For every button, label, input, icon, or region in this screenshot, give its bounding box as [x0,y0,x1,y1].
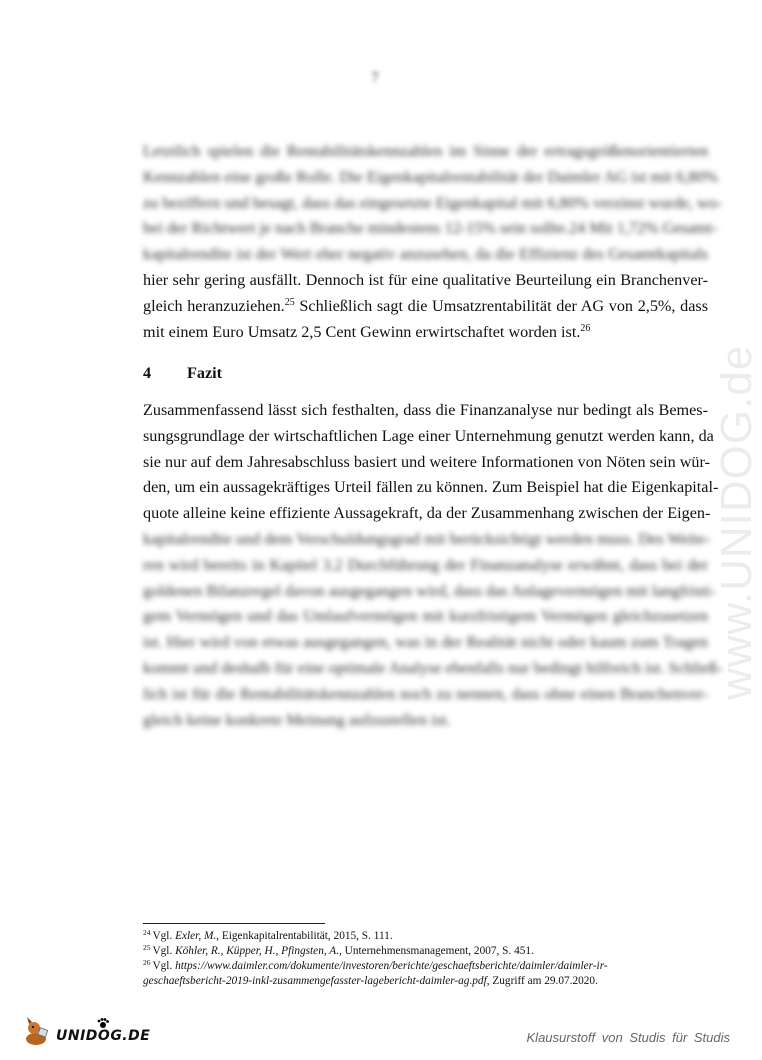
dog-mascot-icon [22,1015,54,1047]
unidog-logo [22,1015,150,1047]
footnote-divider [143,923,325,924]
watermark: www.UNIDOG.de [712,344,761,700]
footnote-number: 25 [143,943,151,952]
blurred-line: Letztlich spielen die Rentabilitätskennzahlen im Sinne der ertragsgrößenorientierten [143,142,708,160]
footnote-number: 26 [143,958,151,967]
paragraph-rentabilitaet [143,139,723,345]
page-number: 7 [371,70,379,86]
text: , Eigenkapitalrentabilität, 2015, S. 111. [216,930,393,942]
text: , Unternehmensmanagement, 2007, S. 451. [339,945,534,957]
footnote-ref: 25 [284,296,295,308]
logo-text: UNIDOG.DE [56,1028,151,1044]
text-line: quote alleine keine effiziente Aussagekraft, da der Zusammenhang zwischen der Eigen- [143,504,711,523]
blurred-line: kapitalrendite ist der Wert eher negativ anzusehen, da die Effizienz des Gesamtkapitals [143,245,708,264]
blurred-line: goldenen Bilanzregel davon ausgegangen wird, dass das Anlagevermögen mit langfristi- [143,581,716,600]
text-line: hier sehr gering ausfällt. Dennoch ist für eine qualitative Beurteilung ein Branchenver- [143,270,708,289]
footnote-25 [143,944,713,959]
text-line: den, um ein aussagekräftiges Urteil fällen zu können. Zum Beispiel hat die Eigenkapital- [143,478,719,497]
blurred-line: ren wird bereits in Kapitel 3.2 Durchführung der Finanzanalyse erwähnt, dass bei der [143,555,708,574]
blurred-line: bei der Richtwert je nach Branche mindestens 12-15% sein sollte.24 Mit 1,72% Gesamt- [143,219,718,238]
text: gleich heranzuziehen. [143,296,285,315]
footnote-number: 24 [143,928,151,937]
footnote-url[interactable]: geschaeftsbericht-2019-inkl-zusammengefasster-lagebericht-daimler-ag.pdf [143,975,487,987]
text: mit einem Euro Umsatz 2,5 Cent Gewinn erwirtschaftet worden ist. [143,322,581,341]
footnote-26-cont [143,974,713,989]
text: Vgl. [152,930,176,942]
footnote-url[interactable]: https://www.daimler.com/dokumente/investoren/berichte/geschaeftsberichte/daimler/daimler-ir- [175,960,608,972]
text: Vgl. [152,945,176,957]
blurred-line: ist. Hier wird von etwas ausgegangen, was in der Realität nicht oder kaum zum Tragen [143,633,708,652]
text: Schließlich sagt die Umsatzrentabilität der AG von 2,5%, dass [294,296,708,315]
paragraph-fazit [143,398,723,733]
blurred-line: lich ist für die Rentabilitätskennzahlen noch zu nennen, dass ohne einen Branchenver- [143,684,708,703]
text-line: sungsgrundlage der wirtschaftlichen Lage einer Unternehmung genutzt werden kann, da [143,426,714,445]
section-title: Fazit [187,364,223,382]
footnote-author: Exler, M. [175,930,217,942]
section-heading [143,364,222,383]
blurred-line: gleich keine konkrete Meinung aufzustellen ist. [143,710,451,729]
section-number: 4 [143,364,152,382]
footer-tagline: Klausurstoff von Studis für Studis [526,1030,730,1045]
paw-icon [97,1018,109,1028]
blurred-line: zu beziffern und besagt, dass das eingesetzte Eigenkapital mit 6,80% verzinst wurde, wo- [143,193,723,212]
text-line [143,294,708,320]
footnotes [143,929,713,989]
blurred-line: gem Vermögen und das Umlaufvermögen mit kurzfristigem Vermögen gleichzusetzen [143,607,708,626]
blurred-line: Kennzahlen eine große Rolle. Die Eigenkapitalrentabilität der Daimler AG ist mit 6,80% [143,167,718,186]
text-line: Zusammenfassend lässt sich festhalten, dass die Finanzanalyse nur bedingt als Bemes- [143,401,708,419]
text-line: sie nur auf dem Jahresabschluss basiert und weitere Informationen von Nöten sein wür- [143,452,710,471]
footnote-24 [143,929,713,944]
footnote-26 [143,959,713,974]
text: Vgl. [152,960,176,972]
footnote-author: Köhler, R., Küpper, H., Pfingsten, A. [175,945,340,957]
blurred-line: kommt und deshalb für eine optimale Analyse ebenfalls nur bedingt hilfreich ist. Schließ- [143,658,723,677]
text: , Zugriff am 29.07.2020. [486,975,598,987]
footnote-ref: 26 [580,322,591,334]
blurred-line: kapitalrendite und dem Verschuldungsgrad mit berücksichtigt werden muss. Des Weite- [143,529,711,548]
text-line [143,320,708,346]
